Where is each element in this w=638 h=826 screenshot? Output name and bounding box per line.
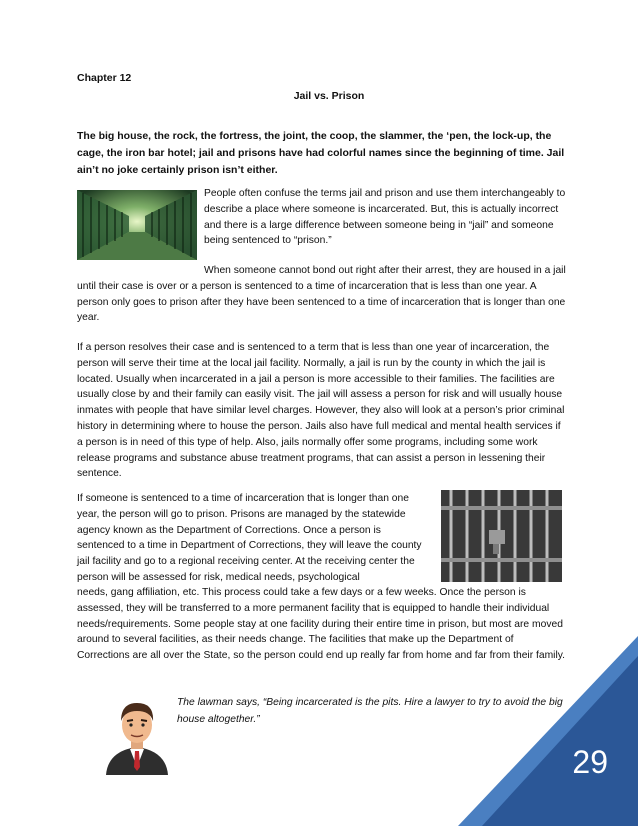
lawman-cartoon [100,695,174,775]
paragraph-4: If someone is sentenced to a time of incarceration that is longer than one year, the person will go to prison. Prisons are managed by the statewide agency known as the Department of Corrections. Once a person is sentenced to a time in Department of Corrections, they will leave the county jail facility and go to a regional receiving center. At the receiving center the person will be assessed for risk, medical needs, psychological [77,493,422,583]
lawman-quote: The lawman says, “Being incarcerated is the pits. Hire a lawyer to try to avoid the big house altogether.” [177,697,563,725]
paragraph-1: People often confuse the terms jail and prison and use them interchangeably to describe a place where someone is incarcerated. But, this is actually incorrect and there is a large difference between someone being in “jail” and someone being sentenced to “prison.” [204,188,566,247]
page-corner-decoration [458,636,638,826]
intro-paragraph: The big house, the rock, the fortress, the joint, the coop, the slammer, the ‘pen, the lock-up, the cage, the iron bar hotel; jail and prisons have had colorful names since the beginning of time. Jail ain’t no joke certainly prison isn’t either. [77,130,565,176]
cell-bars-photo [441,490,562,582]
paragraph-2: When someone cannot bond out right after their arrest, they are housed in a jail until their case is over or a person is sentenced to a time of incarceration that is less than one year. A person only goes to prison after they have been sentenced to a time of incarceration that is longer than one year. [77,265,566,324]
page-title: Jail vs. Prison [293,90,365,102]
paragraph-3: If a person resolves their case and is sentenced to a term that is less than one year of incarceration, the person will serve their time at the local jail facility. Normally, a jail is run by the county in which the jail is located. Usually when incarcerated in a jail a person is more accessible to their families. The facilities are usually close by and their family can easily visit. The jail will assess a person for risk and will usually house inmates with people that have similar level charges. However, they also will look at a person’s prior criminal history in determining where to house the person. Jails also have full medical and mental health services if a person is in need of this type of help. Also, jails normally offer some programs, including some work release programs and substance abuse treatment programs, that can assist a person in lessening their sentence. [77,342,565,480]
page-number: 29 [572,744,608,780]
jail-corridor-photo [77,190,197,260]
chapter-label: Chapter 12 [77,72,132,84]
paragraph-5: needs, gang affiliation, etc. This process could take a few days or a few weeks. Once the person is assessed, they will be transferred to a more permanent facility that is equipped to handle their individual needs/requirements. Some people stay at one facility during their entire time in prison, but most are moved around to several facilities, as their needs change. The facilities that make up the Department of Corrections are all over the State, so the person could end up really far from home and far from their family. [77,587,565,662]
